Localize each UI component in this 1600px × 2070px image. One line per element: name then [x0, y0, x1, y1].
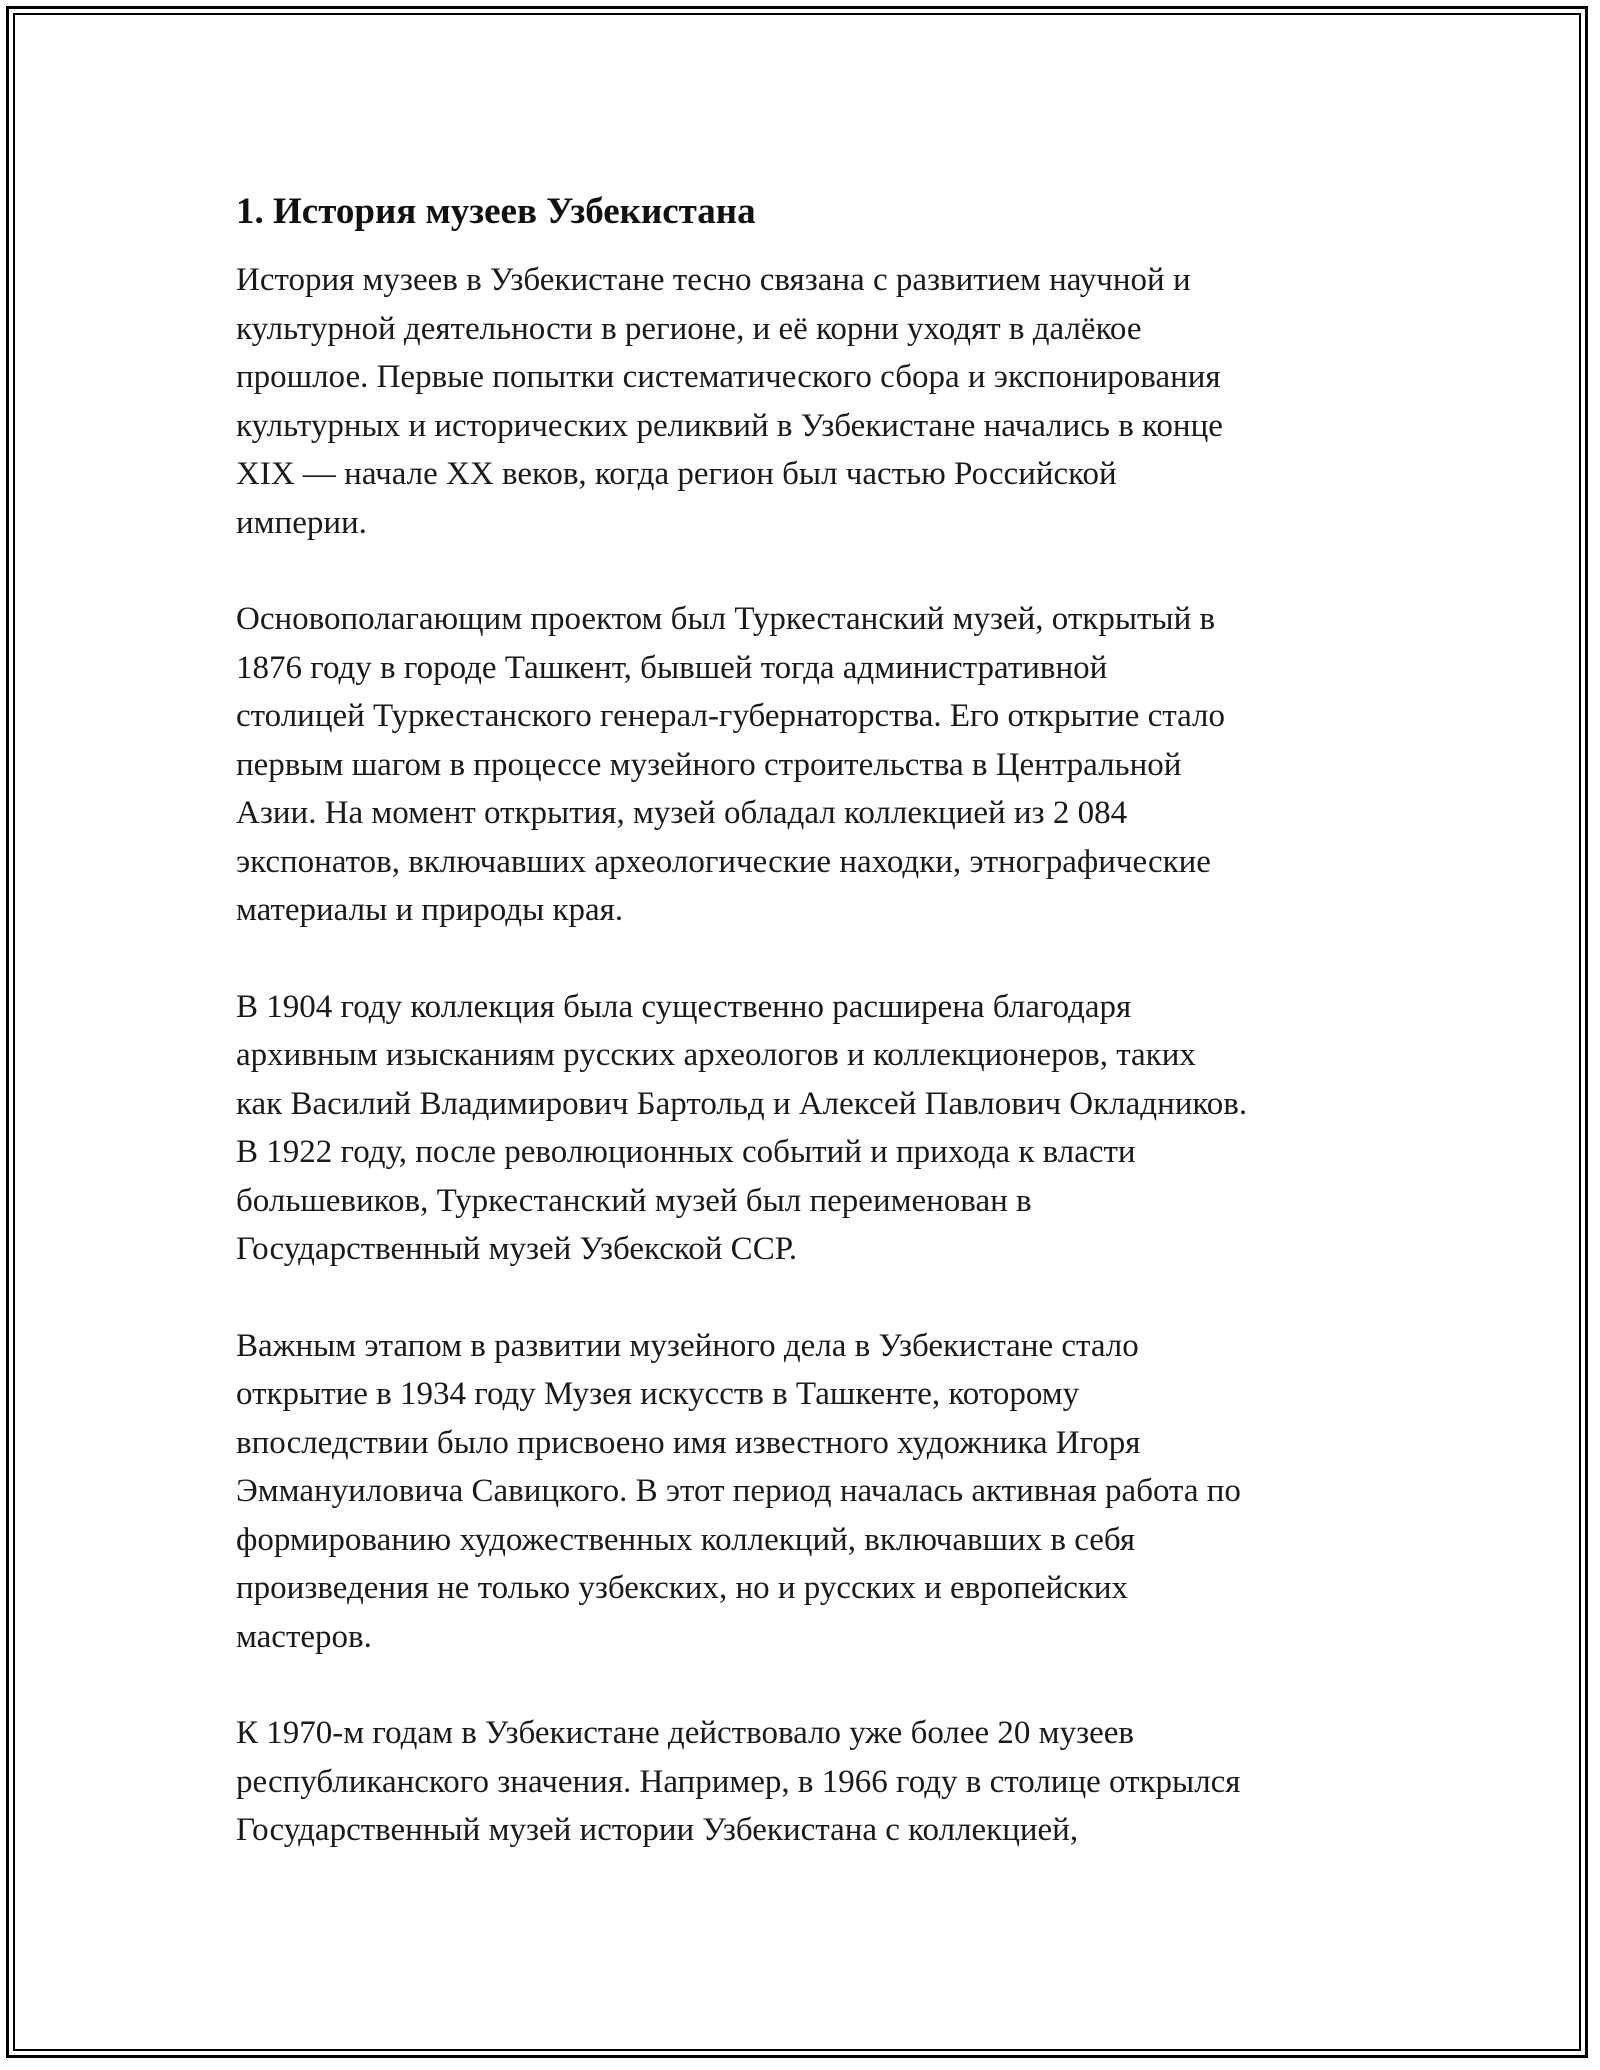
- paragraph-5: К 1970-м годам в Узбекистане действовало уже более 20 музеев республиканского значения. Например, в 1966 году в столице открылся Государственный музей истории Узбекистана с коллекцией,: [236, 1715, 1241, 1848]
- document-body: [236, 186, 1376, 1903]
- paragraph-1: История музеев в Узбекистане тесно связана с развитием научной и культурной деятельности в регионе, и её корни уходят в далёкое прошлое. Первые попытки систематического сбора и экспонирования культурных и исторических реликвий в Узбекистане начались в конце XIX — начале XX веков, когда регион был частью Российской империи.: [236, 262, 1223, 541]
- paragraph-4: Важным этапом в развитии музейного дела в Узбекистане стало открытие в 1934 году Музея искусств в Ташкенте, которому впоследствии было присвоено имя известного художника Игоря Эммануиловича Савицкого. В этот период началась активная работа по формированию художественных коллекций, включавших в себя произведения не только узбекских, но и русских и европейских мастеров.: [236, 1327, 1241, 1655]
- section-heading: 1. История музеев Узбекистана: [236, 191, 756, 232]
- paragraph-3: В 1904 году коллекция была существенно расширена благодаря архивным изысканиям русских археологов и коллекционеров, таких как Василий Владимирович Бартольд и Алексей Павлович Окладников. В 1922 году, после революционных событий и прихода к власти большевиков, Туркестанский музей был переименован в Государственный музей Узбекской ССР.: [236, 988, 1248, 1267]
- paragraph-2: Основополагающим проектом был Туркестанский музей, открытый в 1876 году в городе Ташкент, бывшей тогда административной столицей Туркестанского генерал-губернаторства. Его открытие стало первым шагом в процессе музейного строительства в Центральной Азии. На момент открытия, музей обладал коллекцией из 2 084 экспонатов, включавших археологические находки, этнографические материалы и природы края.: [236, 601, 1226, 928]
